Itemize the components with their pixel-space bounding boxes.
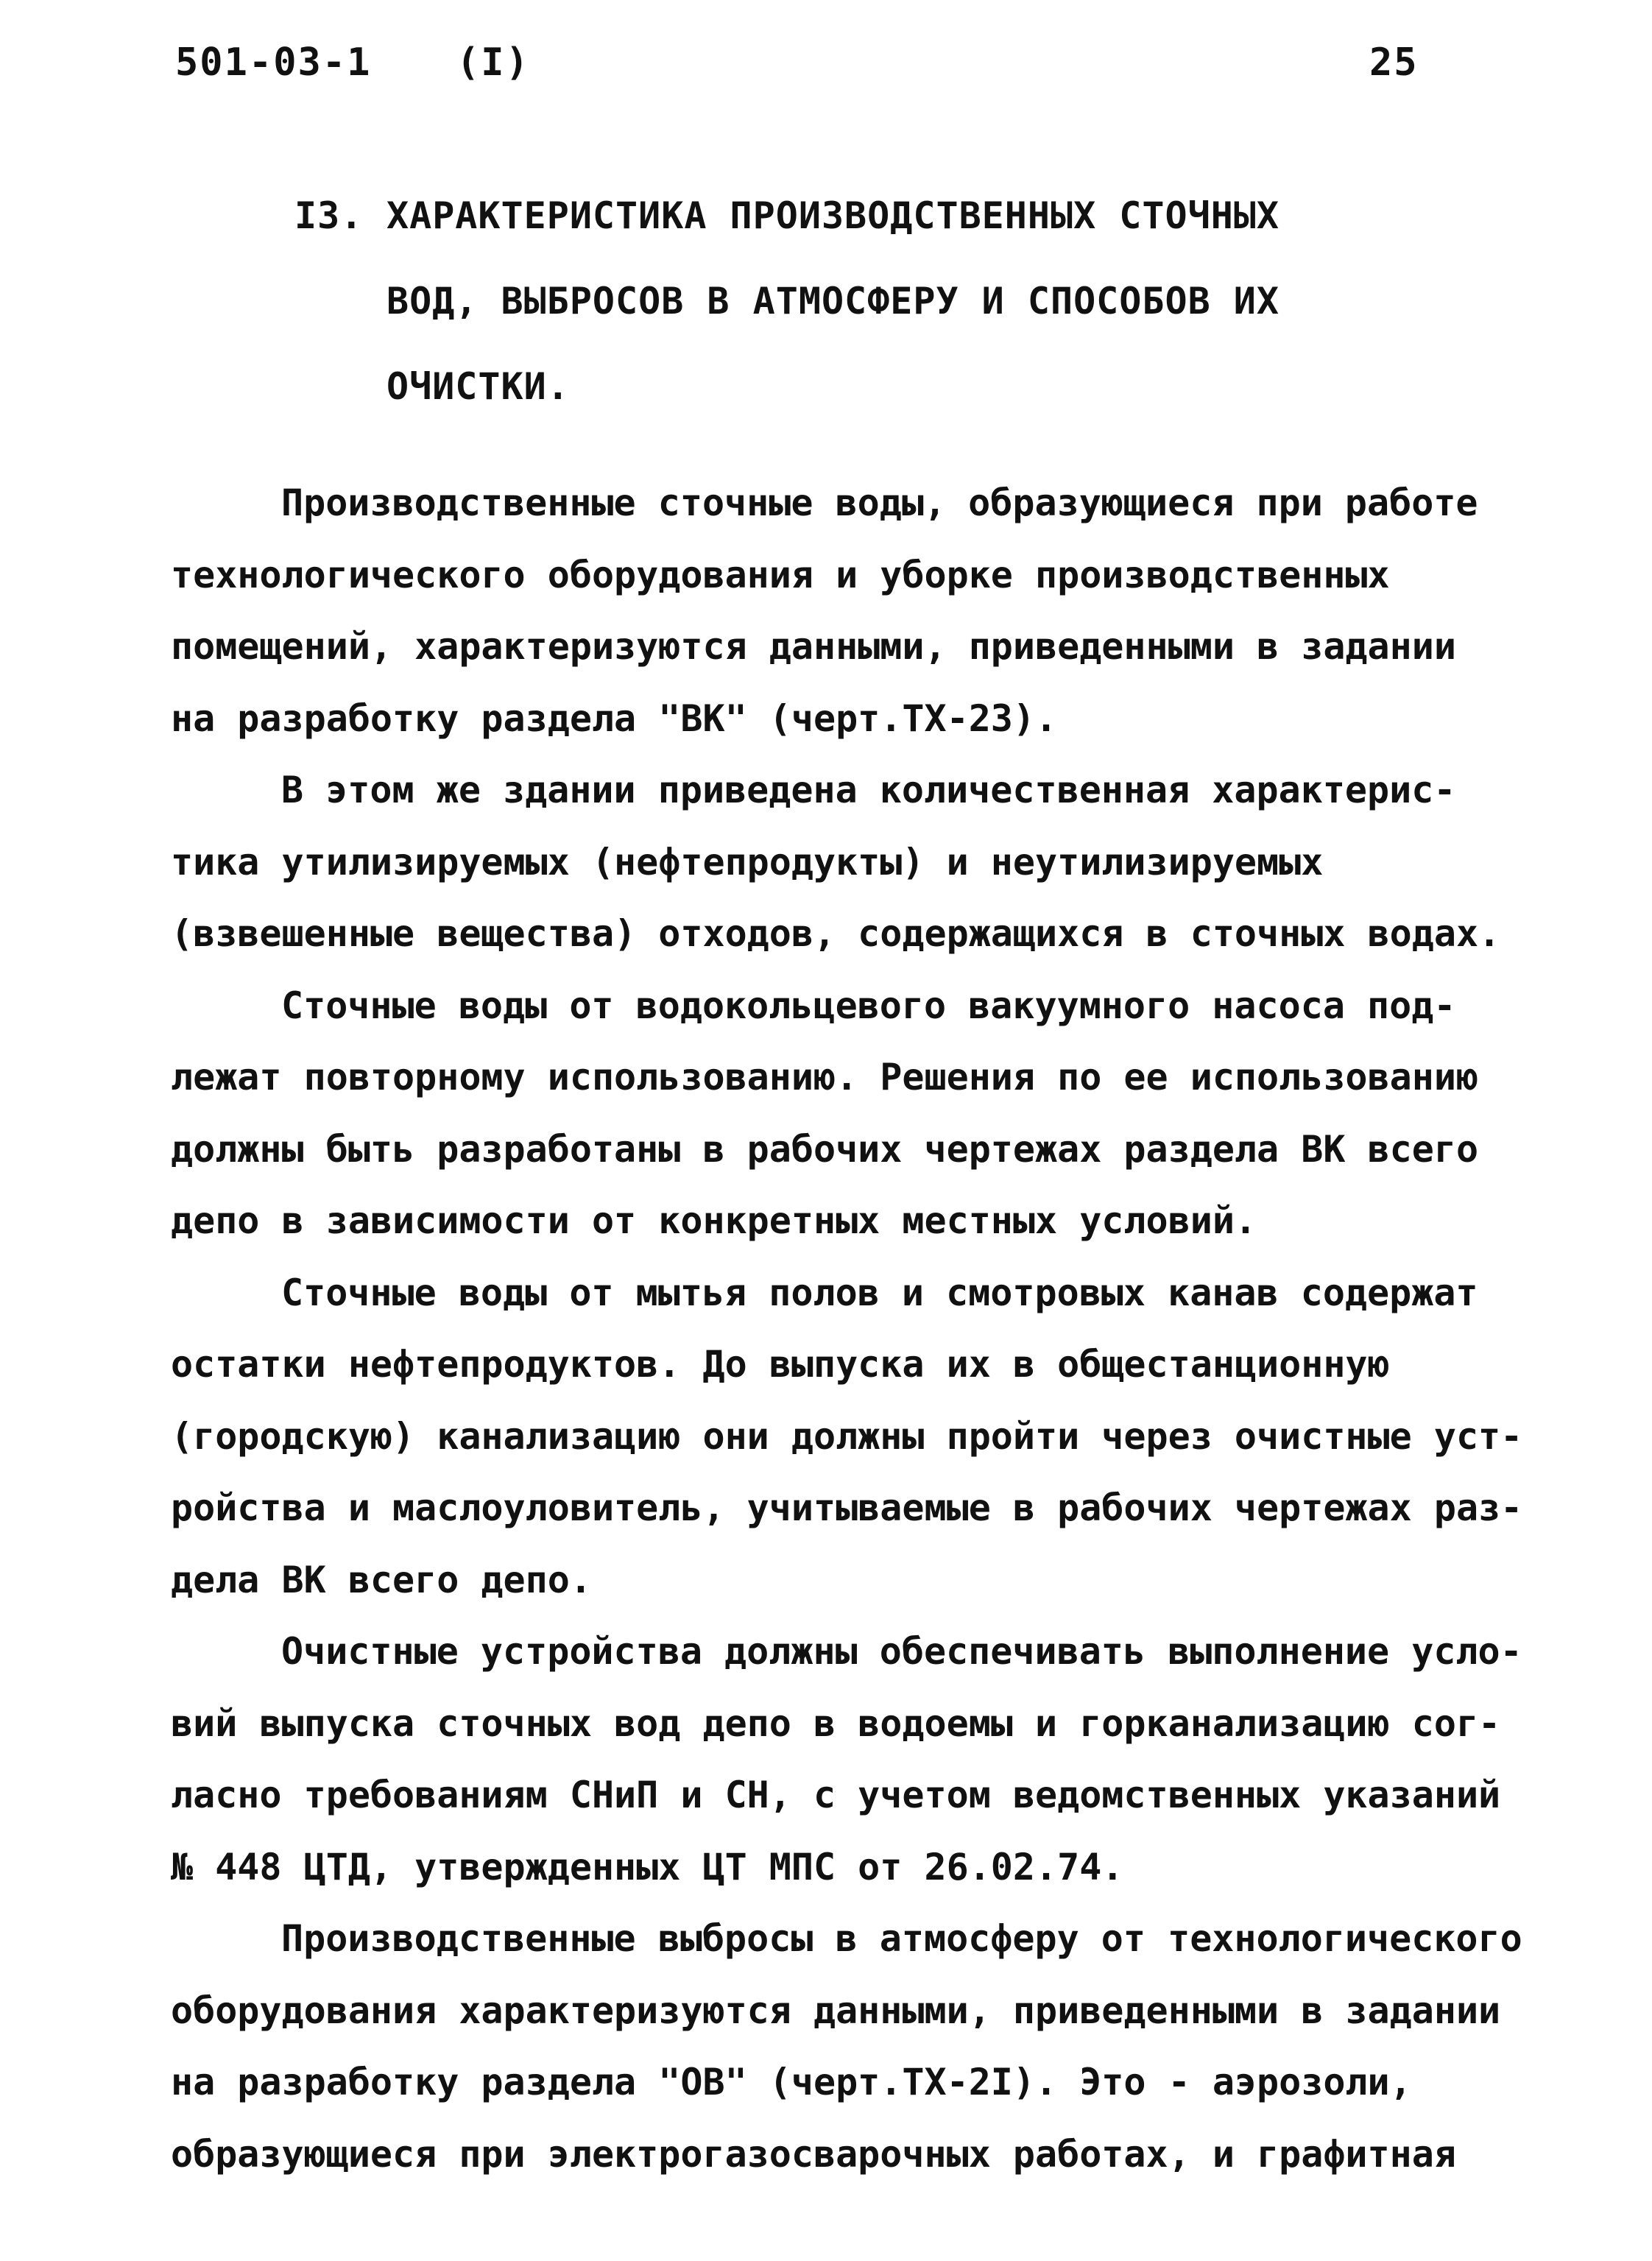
paragraph-2-line-2: тика утилизируемых (нефтепродукты) и неутилизируемых xyxy=(171,840,1324,883)
paragraph-2-line-3: (взвешенные вещества) отходов, содержащихся в сточных водах. xyxy=(171,912,1501,955)
paragraph-1-line-3: помещений, характеризуются данными, приведенными в задании xyxy=(171,625,1456,668)
paragraph-3-line-4: депо в зависимости от конкретных местных условий. xyxy=(171,1199,1257,1242)
paragraph-1-line-4: на разработку раздела "ВК" (черт.ТХ-23). xyxy=(171,696,1058,740)
paragraph-1-line-2: технологического оборудования и уборке производственных xyxy=(171,553,1390,596)
section-title-line-2: ВОД, ВЫБРОСОВ В АТМОСФЕРУ И СПОСОБОВ ИХ xyxy=(386,280,1279,322)
section-heading xyxy=(294,173,1279,429)
paragraph-1-line-1: Производственные сточные воды, образующиеся при работе xyxy=(281,482,1478,524)
paragraph-2-line-1: В этом же здании приведена количественная характерис- xyxy=(281,769,1456,811)
paragraph-5-line-2: вий выпуска сточных вод депо в водоемы и горканализацию сог- xyxy=(171,1701,1501,1745)
document-part: (I) xyxy=(456,40,530,85)
paragraph-6-line-3: на разработку раздела "ОВ" (черт.ТХ-2I). Это - аэрозоли, xyxy=(171,2061,1412,2103)
section-heading-line xyxy=(294,173,1279,258)
paragraph-4-line-3: (городскую) канализацию они должны пройти через очистные уст- xyxy=(171,1414,1523,1458)
paragraph-6-line-1: Производственные выбросы в атмосферу от технологического xyxy=(281,1917,1522,1960)
paragraph-3-line-2: лежат повторному использованию. Решения по ее использованию xyxy=(171,1056,1479,1098)
paragraph-6-line-2: оборудования характеризуются данными, приведенными в задании xyxy=(171,1989,1501,2032)
section-number: I3. xyxy=(294,194,364,237)
document-code: 501-03-1 xyxy=(175,40,372,85)
paragraph-5-line-4: № 448 ЦТД, утвержденных ЦТ МПС от 26.02.74. xyxy=(171,1845,1124,1888)
page-number: 25 xyxy=(1369,40,1419,85)
paragraph-3-line-1: Сточные воды от водокольцевого вакуумного насоса под- xyxy=(281,984,1456,1027)
paragraph-4-line-4: ройства и маслоуловитель, учитываемые в рабочих чертежах раз- xyxy=(171,1486,1523,1529)
paragraph-5-line-3: ласно требованиям СНиП и СН, с учетом ведомственных указаний xyxy=(171,1774,1501,1816)
paragraph-4-line-2: остатки нефтепродуктов. До выпуска их в общестанционную xyxy=(171,1343,1390,1386)
paragraph-6-line-4: образующиеся при электрогазосварочных работах, и графитная xyxy=(171,2132,1456,2176)
paragraph-5-line-1: Очистные устройства должны обеспечивать выполнение усло- xyxy=(281,1630,1522,1673)
paragraph-4-line-5: дела ВК всего депо. xyxy=(171,1558,592,1601)
section-title-line-1: ХАРАКТЕРИСТИКА ПРОИЗВОДСТВЕННЫХ СТОЧНЫХ xyxy=(386,194,1279,237)
paragraph-3-line-3: должны быть разработаны в рабочих чертежах раздела ВК всего xyxy=(171,1127,1479,1171)
paragraph-4-line-1: Сточные воды от мытья полов и смотровых канав содержат xyxy=(281,1271,1478,1314)
section-title-line-3: ОЧИСТКИ. xyxy=(386,365,570,408)
body-text xyxy=(171,468,1525,2190)
